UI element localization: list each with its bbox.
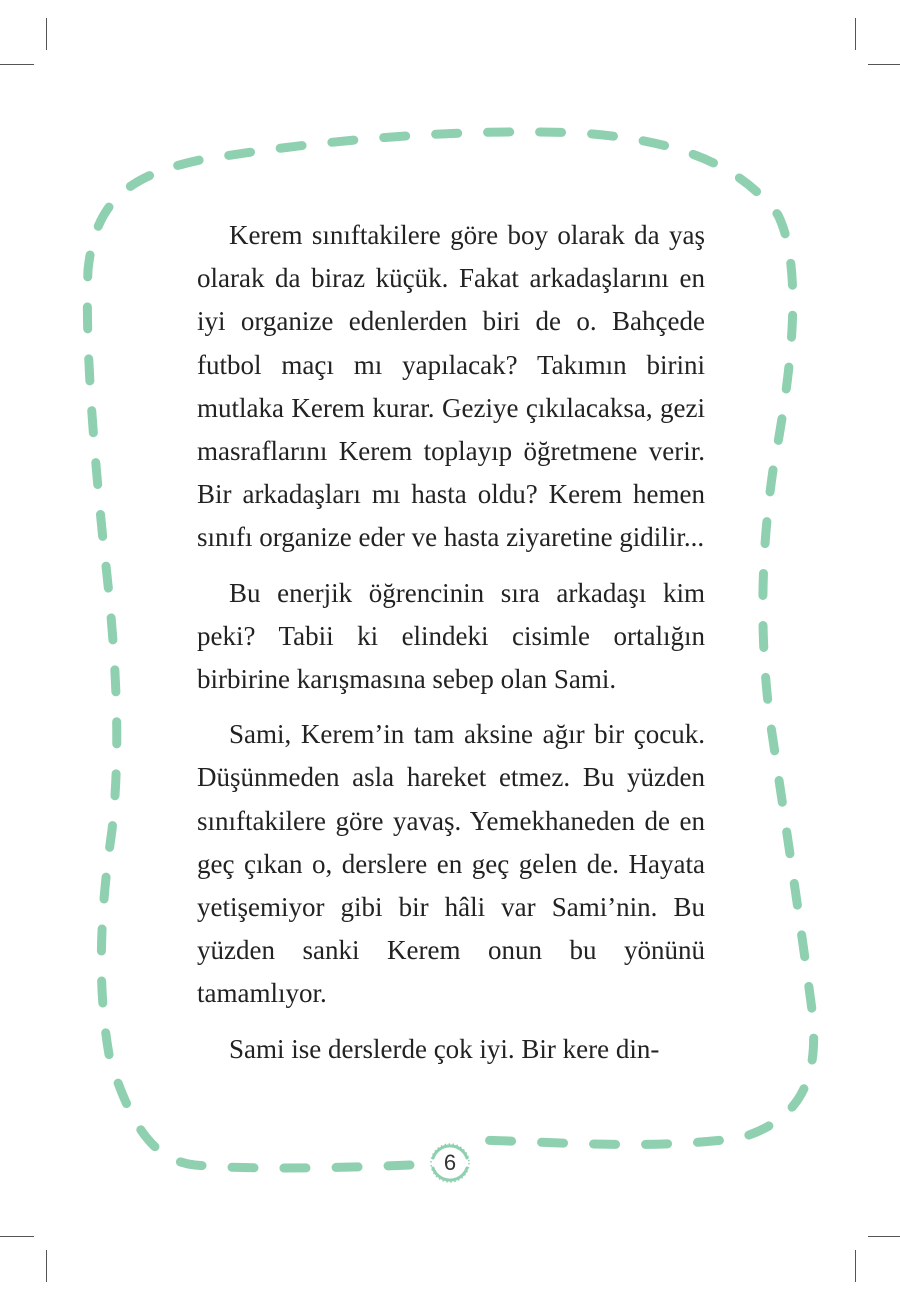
page-number: 6 — [443, 1150, 457, 1175]
page-body-text — [197, 214, 705, 1083]
paragraph: Sami, Kerem’in tam aksine ağır bir çocuk. Düşünmeden asla hareket etmez. Bu yüzden sınıftakilere göre yavaş. Yemekhaneden de en geç çıkan o, derslere en geç gelen de. Hayata yetişemiyor gibi bir hâli var Sami’nin. Bu yüzden sanki Kerem onun bu yönünü tamamlıyor. — [197, 719, 705, 1009]
paragraph: Sami ise derslerde çok iyi. Bir kere din- — [229, 1033, 660, 1064]
paragraph: Bu enerjik öğrencinin sıra arkadaşı kim peki? Tabii ki elindeki cisimle ortalığın birbirine karışmasına sebep olan Sami. — [197, 577, 705, 695]
page-number-badge — [427, 1140, 473, 1186]
paragraph: Kerem sınıftakilere göre boy olarak da yaş olarak da biraz küçük. Fakat arkadaşlarını en iyi organize edenlerden biri de o. Bahçede futbol maçı mı yapılacak? Takımın birini mutlaka Kerem kurar. Geziye çıkılacaksa, gezi masraflarını Kerem toplayıp öğretmene verir. Bir arkadaşları mı hasta oldu? Kerem hemen sınıfı organize eder ve hasta ziyaretine gidilir... — [197, 220, 705, 553]
